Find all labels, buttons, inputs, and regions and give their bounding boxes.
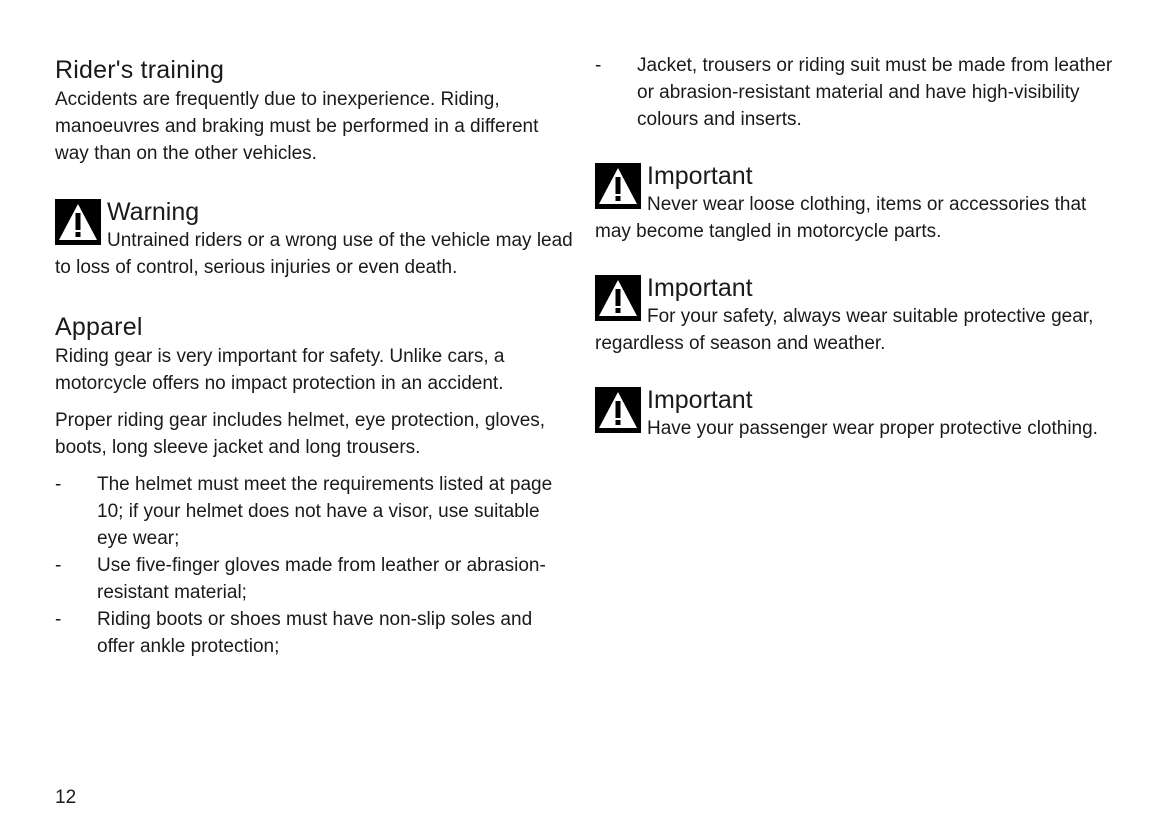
important-body: Never wear loose clothing, items or accessories that may become tangled in motorcycle parts. bbox=[595, 194, 1087, 242]
dash-marker: - bbox=[595, 55, 602, 76]
apparel-list-continued bbox=[595, 52, 1115, 133]
apparel-para-2: Proper riding gear includes helmet, eye protection, gloves, boots, long sleeve jacket and long trousers. bbox=[55, 410, 546, 458]
apparel-para-1: Riding gear is very important for safety. Unlike cars, a motorcycle offers no impact protection in an accident. bbox=[55, 346, 505, 394]
apparel-list bbox=[55, 471, 575, 660]
warning-title: Warning bbox=[107, 198, 200, 226]
important-body: For your safety, always wear suitable protective gear, regardless of season and weather. bbox=[595, 306, 1094, 354]
page-number: 12 bbox=[55, 787, 77, 808]
list-item-text: Use five-finger gloves made from leather or abrasion-resistant material; bbox=[97, 555, 546, 603]
right-column bbox=[595, 52, 1115, 442]
important-body: Have your passenger wear proper protective clothing. bbox=[647, 418, 1098, 439]
list-item bbox=[55, 606, 575, 660]
riders-training-heading: Rider's training bbox=[55, 56, 225, 84]
dash-marker: - bbox=[55, 555, 62, 576]
list-item-text: The helmet must meet the requirements listed at page 10; if your helmet does not have a visor, use suitable eye wear; bbox=[97, 474, 553, 549]
list-item bbox=[55, 471, 575, 552]
dash-marker: - bbox=[55, 474, 62, 495]
list-item bbox=[55, 552, 575, 606]
list-item-text: Jacket, trousers or riding suit must be made from leather or abrasion-resistant material and have high-visibility colours and inserts. bbox=[637, 55, 1113, 130]
list-item bbox=[595, 52, 1115, 133]
list-item-text: Riding boots or shoes must have non-slip soles and offer ankle protection; bbox=[97, 609, 533, 657]
dash-marker: - bbox=[55, 609, 62, 630]
apparel-heading: Apparel bbox=[55, 313, 143, 341]
important-title: Important bbox=[647, 386, 753, 414]
warning-block bbox=[55, 197, 575, 281]
left-column bbox=[55, 52, 575, 660]
important-title: Important bbox=[647, 162, 753, 190]
important-block bbox=[595, 385, 1115, 442]
important-title: Important bbox=[647, 274, 753, 302]
riders-training-body: Accidents are frequently due to inexperience. Riding, manoeuvres and braking must be performed in a different way than on the other vehicles. bbox=[55, 89, 539, 164]
important-block bbox=[595, 161, 1115, 245]
important-block bbox=[595, 273, 1115, 357]
warning-body: Untrained riders or a wrong use of the vehicle may lead to loss of control, serious injuries or even death. bbox=[55, 230, 573, 278]
